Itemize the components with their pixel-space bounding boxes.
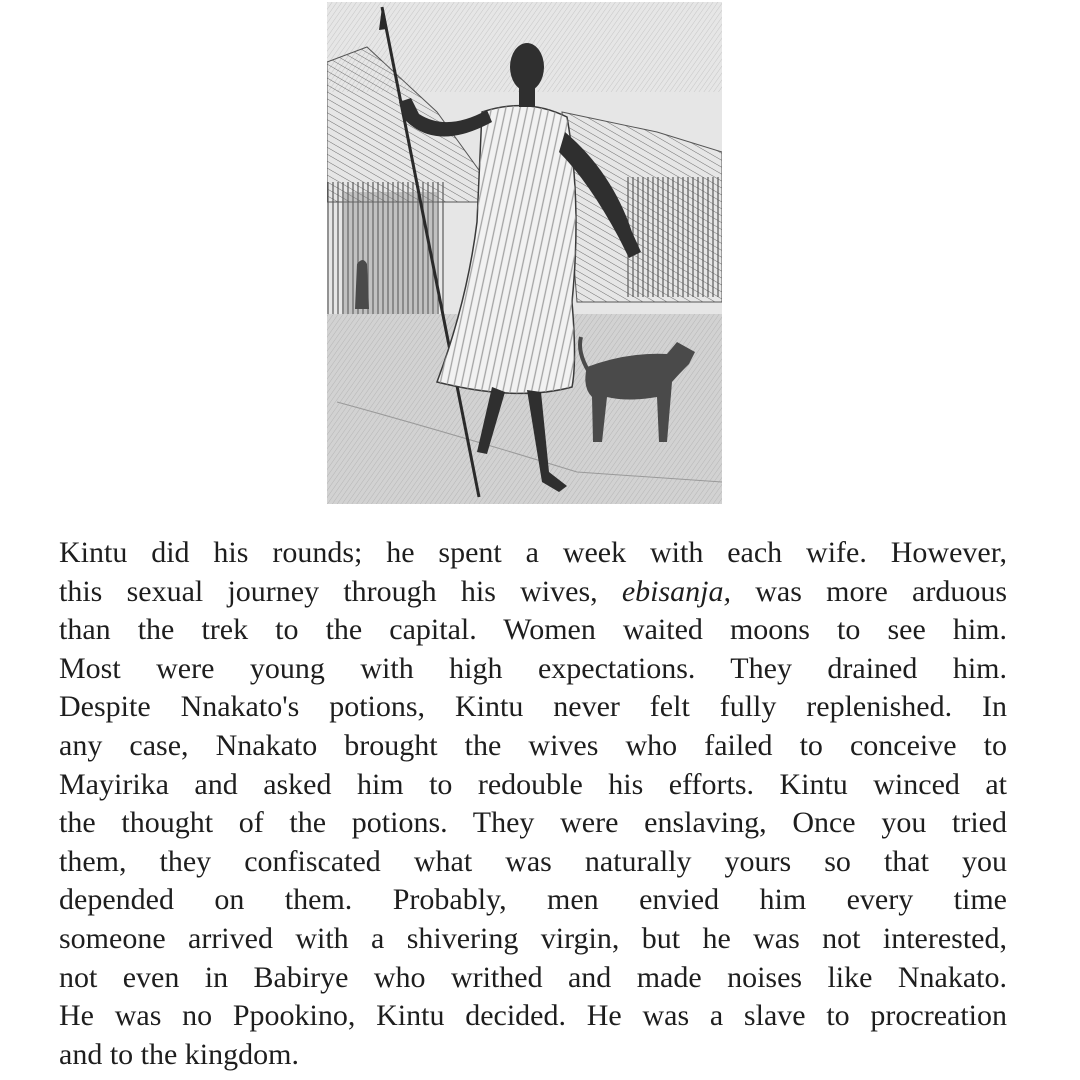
text-segment: not even in Babirye who writhed and made noises like Nnakato.: [59, 960, 1007, 994]
text-segment: the thought of the potions. They were enslaving, Once you tried: [59, 806, 1007, 840]
text-line: [59, 688, 1007, 727]
text-segment: someone arrived with a shivering virgin, but he was not interested,: [59, 921, 1007, 955]
text-segment: Despite Nnakato's potions, Kintu never felt fully replenished. In: [59, 690, 1007, 724]
text-line: [59, 804, 1007, 843]
text-line: [59, 881, 1007, 920]
text-line: [59, 650, 1007, 689]
text-segment: was more arduous: [731, 574, 1008, 608]
text-segment: He was no Ppookino, Kintu decided. He was a slave to procreation: [59, 999, 1007, 1033]
head: [510, 43, 544, 91]
body-text: [59, 534, 1007, 1074]
hut-wall-right: [627, 177, 722, 297]
engraving-illustration: [327, 2, 722, 504]
text-line: [59, 534, 1007, 573]
text-segment: than the trek to the capital. Women waited moons to see him.: [59, 613, 1007, 647]
text-segment: Mayirika and asked him to redouble his efforts. Kintu winced at: [59, 767, 1007, 801]
engraving-drawing: [327, 2, 722, 504]
text-line: [59, 843, 1007, 882]
text-line: [59, 766, 1007, 805]
text-segment: and to the kingdom.: [59, 1037, 299, 1071]
text-line: [59, 611, 1007, 650]
text-segment: this sexual journey through his wives,: [59, 574, 622, 608]
text-segment: depended on them. Probably, men envied him every time: [59, 883, 1007, 917]
text-segment: Most were young with high expectations. They drained him.: [59, 651, 1007, 685]
text-segment: Kintu did his rounds; he spent a week with each wife. However,: [59, 536, 1007, 569]
background-figure: [355, 260, 369, 309]
text-segment: any case, Nnakato brought the wives who failed to conceive to: [59, 728, 1007, 762]
text-line: [59, 997, 1007, 1036]
text-segment: them, they confiscated what was naturally yours so that you: [59, 844, 1007, 878]
text-line: [59, 920, 1007, 959]
italic-term: ebisanja,: [621, 574, 732, 608]
text-line: [59, 959, 1007, 998]
text-line: [59, 727, 1007, 766]
text-line: [59, 1036, 1007, 1075]
text-line: [59, 573, 1007, 612]
